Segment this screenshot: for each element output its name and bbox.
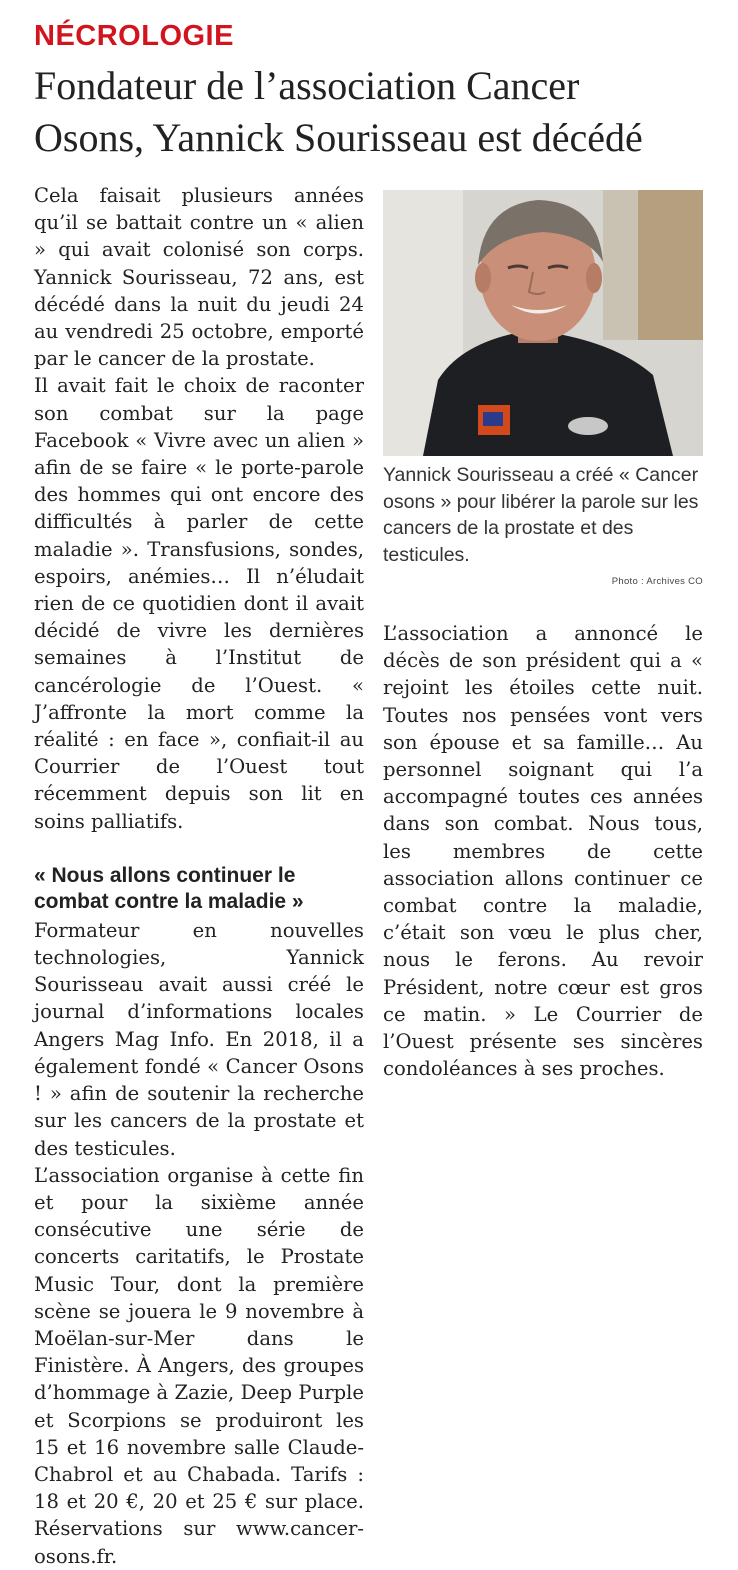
subheading: « Nous allons continuer le combat contre la maladie » — [34, 863, 304, 913]
headline-line-2: Osons, Yannick Sourisseau est décédé — [34, 115, 643, 160]
section-rubric: NÉCROLOGIE — [34, 20, 234, 52]
portrait-illustration — [383, 190, 703, 456]
paragraph-facebook: Il avait fait le choix de raconter son combat sur la page Facebook « Vivre avec un alien » afin de se faire « le porte-parole des hommes qui ont encore des difficultés à parler de cette maladie ». Transfusions, sondes, espoirs, anémies… Il n’éludait rien de ce quotidien dont il avait décidé de vivre les dernières semaines à l’Institut de cancérologie de l’Ouest. « J’affronte la mort comme la réalité : en face », confiait-il au Courrier de l’Ouest tout récemment depuis son lit en soins palliatifs. — [34, 374, 364, 833]
paragraph-concerts: L’association organise à cette fin et pour la sixième année consécutive une série de concerts caritatifs, le Prostate Music Tour, dont la première scène se jouera le 9 novembre à Moëlan-sur-Mer dans le Finistère. À Angers, des groupes d’hommage à Zazie, Deep Purple et Scorpions se produiront les 15 et 16 novembre salle Claude-Chabrol et au Chabada. Tarifs : 18 et 20 €, 20 et 25 € sur place. Réservations sur www.cancer-osons.fr. — [34, 1163, 364, 1568]
photo-credit: Photo : Archives CO — [611, 576, 703, 587]
headline — [34, 60, 724, 164]
photo-caption: Yannick Sourisseau a créé « Cancer osons » pour libérer la parole sur les cancers de la prostate et des testicules. — [383, 464, 699, 566]
paragraph-founder: Formateur en nouvelles technologies, Yannick Sourisseau avait aussi créé le journal d’informations locales Angers Mag Info. En 2018, il a également fondé « Cancer Osons ! » afin de soutenir la recherche sur les cancers de la prostate et des testicules. — [34, 918, 364, 1160]
paragraph-condolences: L’association a annoncé le décès de son président qui a « rejoint les étoiles cette nuit. Toutes nos pensées vont vers son épouse et sa famille… Au personnel soignant qui l’a accompagné toutes ces années dans son combat. Nous tous, les membres de cette association allons continuer ce combat contre la maladie, c’était son vœu le plus cher, nous le ferons. Au revoir Président, notre cœur est gros ce matin. » Le Courrier de l’Ouest présente ses sincères condoléances à ses proches. — [383, 622, 703, 1081]
left-column — [34, 182, 364, 1570]
right-column — [383, 620, 703, 1082]
paragraph-intro: Cela faisait plusieurs années qu’il se battait contre un « alien » qui avait colonisé son corps. Yannick Sourisseau, 72 ans, est décédé dans la nuit du jeudi 24 au vendredi 25 octobre, emporté par le cancer de la prostate. — [34, 184, 364, 371]
headline-line-1: Fondateur de l’association Cancer — [34, 63, 580, 108]
portrait-photo — [383, 190, 703, 456]
